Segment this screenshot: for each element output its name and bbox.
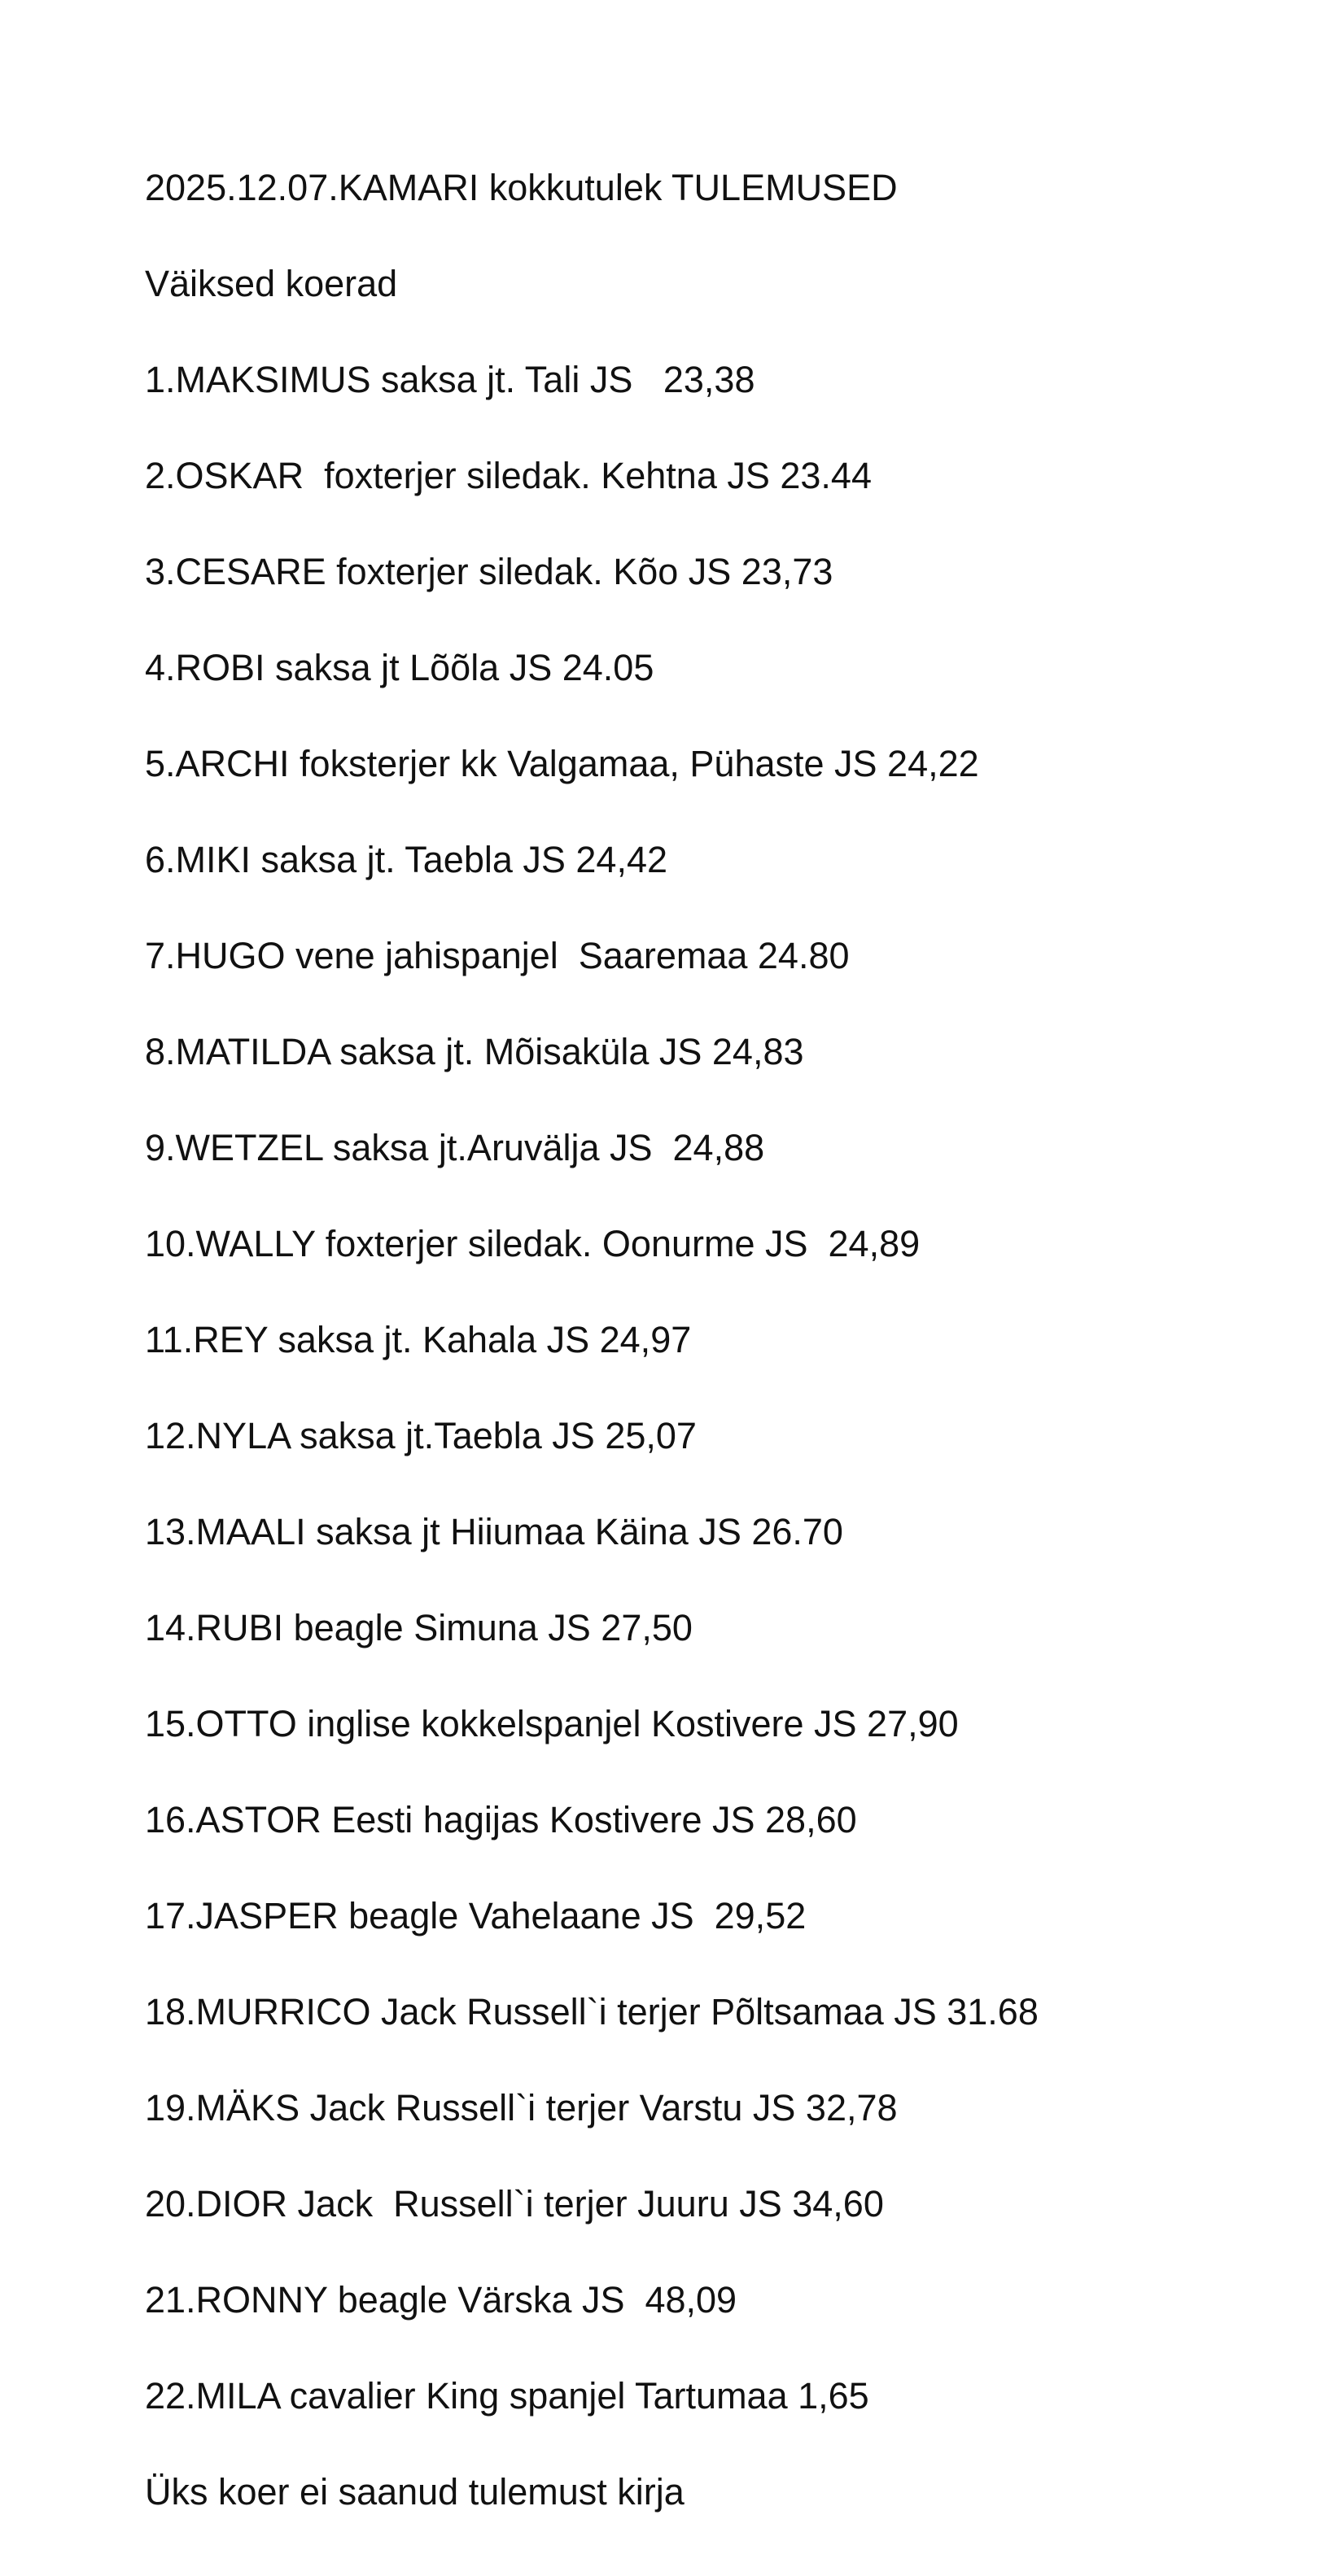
result-line: 3.CESARE foxterjer siledak. Kõo JS 23,73 bbox=[145, 551, 833, 592]
category-heading: Väiksed koerad bbox=[145, 263, 398, 304]
result-line: 15.OTTO inglise kokkelspanjel Kostivere JS 27,90 bbox=[145, 1703, 959, 1744]
result-line: 13.MAALI saksa jt Hiiumaa Käina JS 26.70 bbox=[145, 1511, 843, 1552]
result-line: 22.MILA cavalier King spanjel Tartumaa 1,65 bbox=[145, 2375, 869, 2417]
result-line: 14.RUBI beagle Simuna JS 27,50 bbox=[145, 1607, 693, 1648]
result-line: 9.WETZEL saksa jt.Aruvälja JS 24,88 bbox=[145, 1127, 765, 1168]
result-line: 16.ASTOR Eesti hagijas Kostivere JS 28,60 bbox=[145, 1799, 857, 1840]
result-line: 7.HUGO vene jahispanjel Saaremaa 24.80 bbox=[145, 935, 850, 976]
result-line: 10.WALLY foxterjer siledak. Oonurme JS 24,89 bbox=[145, 1223, 921, 1264]
result-line: 12.NYLA saksa jt.Taebla JS 25,07 bbox=[145, 1415, 697, 1456]
result-line: 5.ARCHI foksterjer kk Valgamaa, Pühaste JS 24,22 bbox=[145, 743, 979, 784]
result-line: 18.MURRICO Jack Russell`i terjer Põltsamaa JS 31.68 bbox=[145, 1991, 1039, 2032]
result-line: 4.ROBI saksa jt Lõõla JS 24.05 bbox=[145, 647, 654, 688]
result-line: 17.JASPER beagle Vahelaane JS 29,52 bbox=[145, 1895, 807, 1936]
footer-note: Üks koer ei saanud tulemust kirja bbox=[145, 2471, 685, 2513]
document-title: 2025.12.07.KAMARI kokkutulek TULEMUSED bbox=[145, 167, 898, 208]
result-line: 2.OSKAR foxterjer siledak. Kehtna JS 23.44 bbox=[145, 455, 872, 496]
result-line: 6.MIKI saksa jt. Taebla JS 24,42 bbox=[145, 839, 668, 880]
document-page bbox=[145, 140, 1284, 2540]
result-line: 11.REY saksa jt. Kahala JS 24,97 bbox=[145, 1319, 692, 1360]
result-line: 21.RONNY beagle Värska JS 48,09 bbox=[145, 2279, 737, 2321]
result-line: 19.MÄKS Jack Russell`i terjer Varstu JS 32,78 bbox=[145, 2087, 898, 2128]
result-line: 20.DIOR Jack Russell`i terjer Juuru JS 34,60 bbox=[145, 2183, 884, 2225]
result-line: 1.MAKSIMUS saksa jt. Tali JS 23,38 bbox=[145, 359, 755, 400]
result-line: 8.MATILDA saksa jt. Mõisaküla JS 24,83 bbox=[145, 1031, 804, 1072]
